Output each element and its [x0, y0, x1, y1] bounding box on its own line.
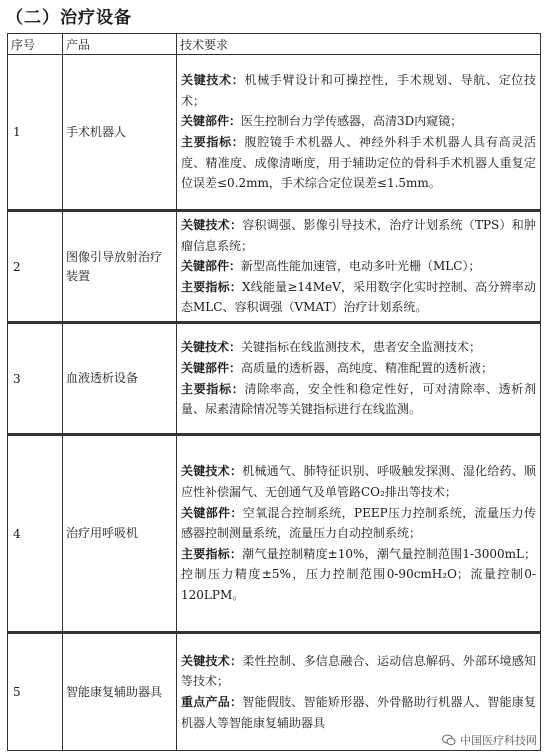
- tech-text: 腹腔镜手术机器人、神经外科手术机器人具有高灵活度、精准度、成像清晰度，用于辅助定位的骨科手术机器人重复定位误差≤0.2mm，手术综合定位误差≤1.5mm。: [181, 135, 536, 191]
- tech-label: 关键技术：: [181, 218, 243, 233]
- table-row: [8, 55, 541, 211]
- tech-text: 新型高性能加速管，电动多叶光栅（MLC）；: [241, 259, 481, 274]
- tech-label: 关键技术：: [181, 340, 242, 355]
- tech-text: 机械通气、肺特征识别、呼吸触发探测、湿化给药、顺应性补偿漏气、无创通气及单管路CO₂排出等技术；: [181, 464, 536, 500]
- therapy-equipment-table: [7, 33, 541, 751]
- header-tech: 技术要求: [177, 34, 541, 55]
- watermark: [442, 732, 537, 748]
- tech-text: 容积调强、影像引导技术，治疗计划系统（TPS）和肿瘤信息系统；: [181, 218, 536, 253]
- row-number: 3: [8, 323, 63, 435]
- tech-label: 关键部件：: [181, 114, 242, 129]
- tech-label: 关键技术：: [181, 73, 245, 88]
- row-number: 4: [8, 435, 63, 633]
- row-product: 血液透析设备: [63, 323, 177, 435]
- row-product: 图像引导放射治疗装置: [63, 211, 177, 323]
- tech-text: 柔性控制、多信息融合、运动信息解码、外部环境感知等技术；: [181, 653, 536, 689]
- tech-text: 高质量的透析器，高纯度、精准配置的透析液；: [241, 360, 494, 375]
- wechat-icon: [442, 733, 456, 747]
- tech-text: X线能量≥14MeV，采用数字化实时控制、高分辨率动态MLC、容积调强（VMAT）治疗计划系统。: [181, 279, 536, 315]
- row-product: 手术机器人: [63, 55, 177, 211]
- row-product: 智能康复辅助器具: [63, 633, 177, 751]
- tech-text: 清除率高，安全性和稳定性好，可对清除率、透析剂量、尿素清除情况等关键指标进行在线监测。: [181, 381, 536, 417]
- header-product: 产品: [63, 34, 177, 55]
- tech-label: 关键部件：: [181, 259, 242, 274]
- tech-text: 潮气量控制精度±10%，潮气量控制范围1-3000mL；控制压力精度±5%，压力控制范围0-90cmH₂O；流量控制0-120LPM。: [181, 546, 536, 602]
- table-row: [8, 211, 541, 323]
- tech-text: 医生控制台力学传感器，高清3D内窥镜；: [241, 114, 463, 129]
- row-tech: [177, 323, 541, 435]
- table-header-row: [8, 34, 541, 55]
- tech-text: 智能假肢、智能矫形器、外骨骼助行机器人、智能康复机器人等智能康复辅助器具: [181, 695, 536, 730]
- tech-label: 关键技术：: [181, 653, 243, 668]
- row-product: 治疗用呼吸机: [63, 435, 177, 633]
- table-row: [8, 323, 541, 435]
- tech-label: 主要指标：: [181, 546, 243, 561]
- tech-label: 主要指标：: [181, 135, 245, 149]
- section-title: （二）治疗设备: [6, 8, 132, 28]
- tech-label: 关键部件：: [181, 505, 243, 520]
- watermark-text: 中国医疗科技网: [460, 734, 537, 747]
- tech-label: 主要指标：: [181, 279, 243, 294]
- row-tech: [177, 435, 541, 633]
- table-row: [8, 435, 541, 633]
- row-number: 2: [8, 211, 63, 323]
- tech-text: 空氧混合控制系统，PEEP压力控制系统，流量压力传感器控制测量系统，流量压力自动控制系统；: [181, 505, 536, 541]
- tech-label: 重点产品：: [181, 695, 243, 709]
- tech-text: 关键指标在线监测技术，患者安全监测技术；: [241, 340, 482, 355]
- row-tech: [177, 55, 541, 211]
- row-number: 1: [8, 55, 63, 211]
- row-number: 5: [8, 633, 63, 751]
- tech-label: 关键技术：: [181, 464, 243, 479]
- header-no: 序号: [8, 34, 63, 55]
- row-tech: [177, 211, 541, 323]
- tech-text: 机械手臂设计和可操控性，手术规划、导航、定位技术；: [181, 73, 536, 108]
- tech-label: 关键部件：: [181, 360, 242, 375]
- tech-label: 主要指标：: [181, 381, 245, 396]
